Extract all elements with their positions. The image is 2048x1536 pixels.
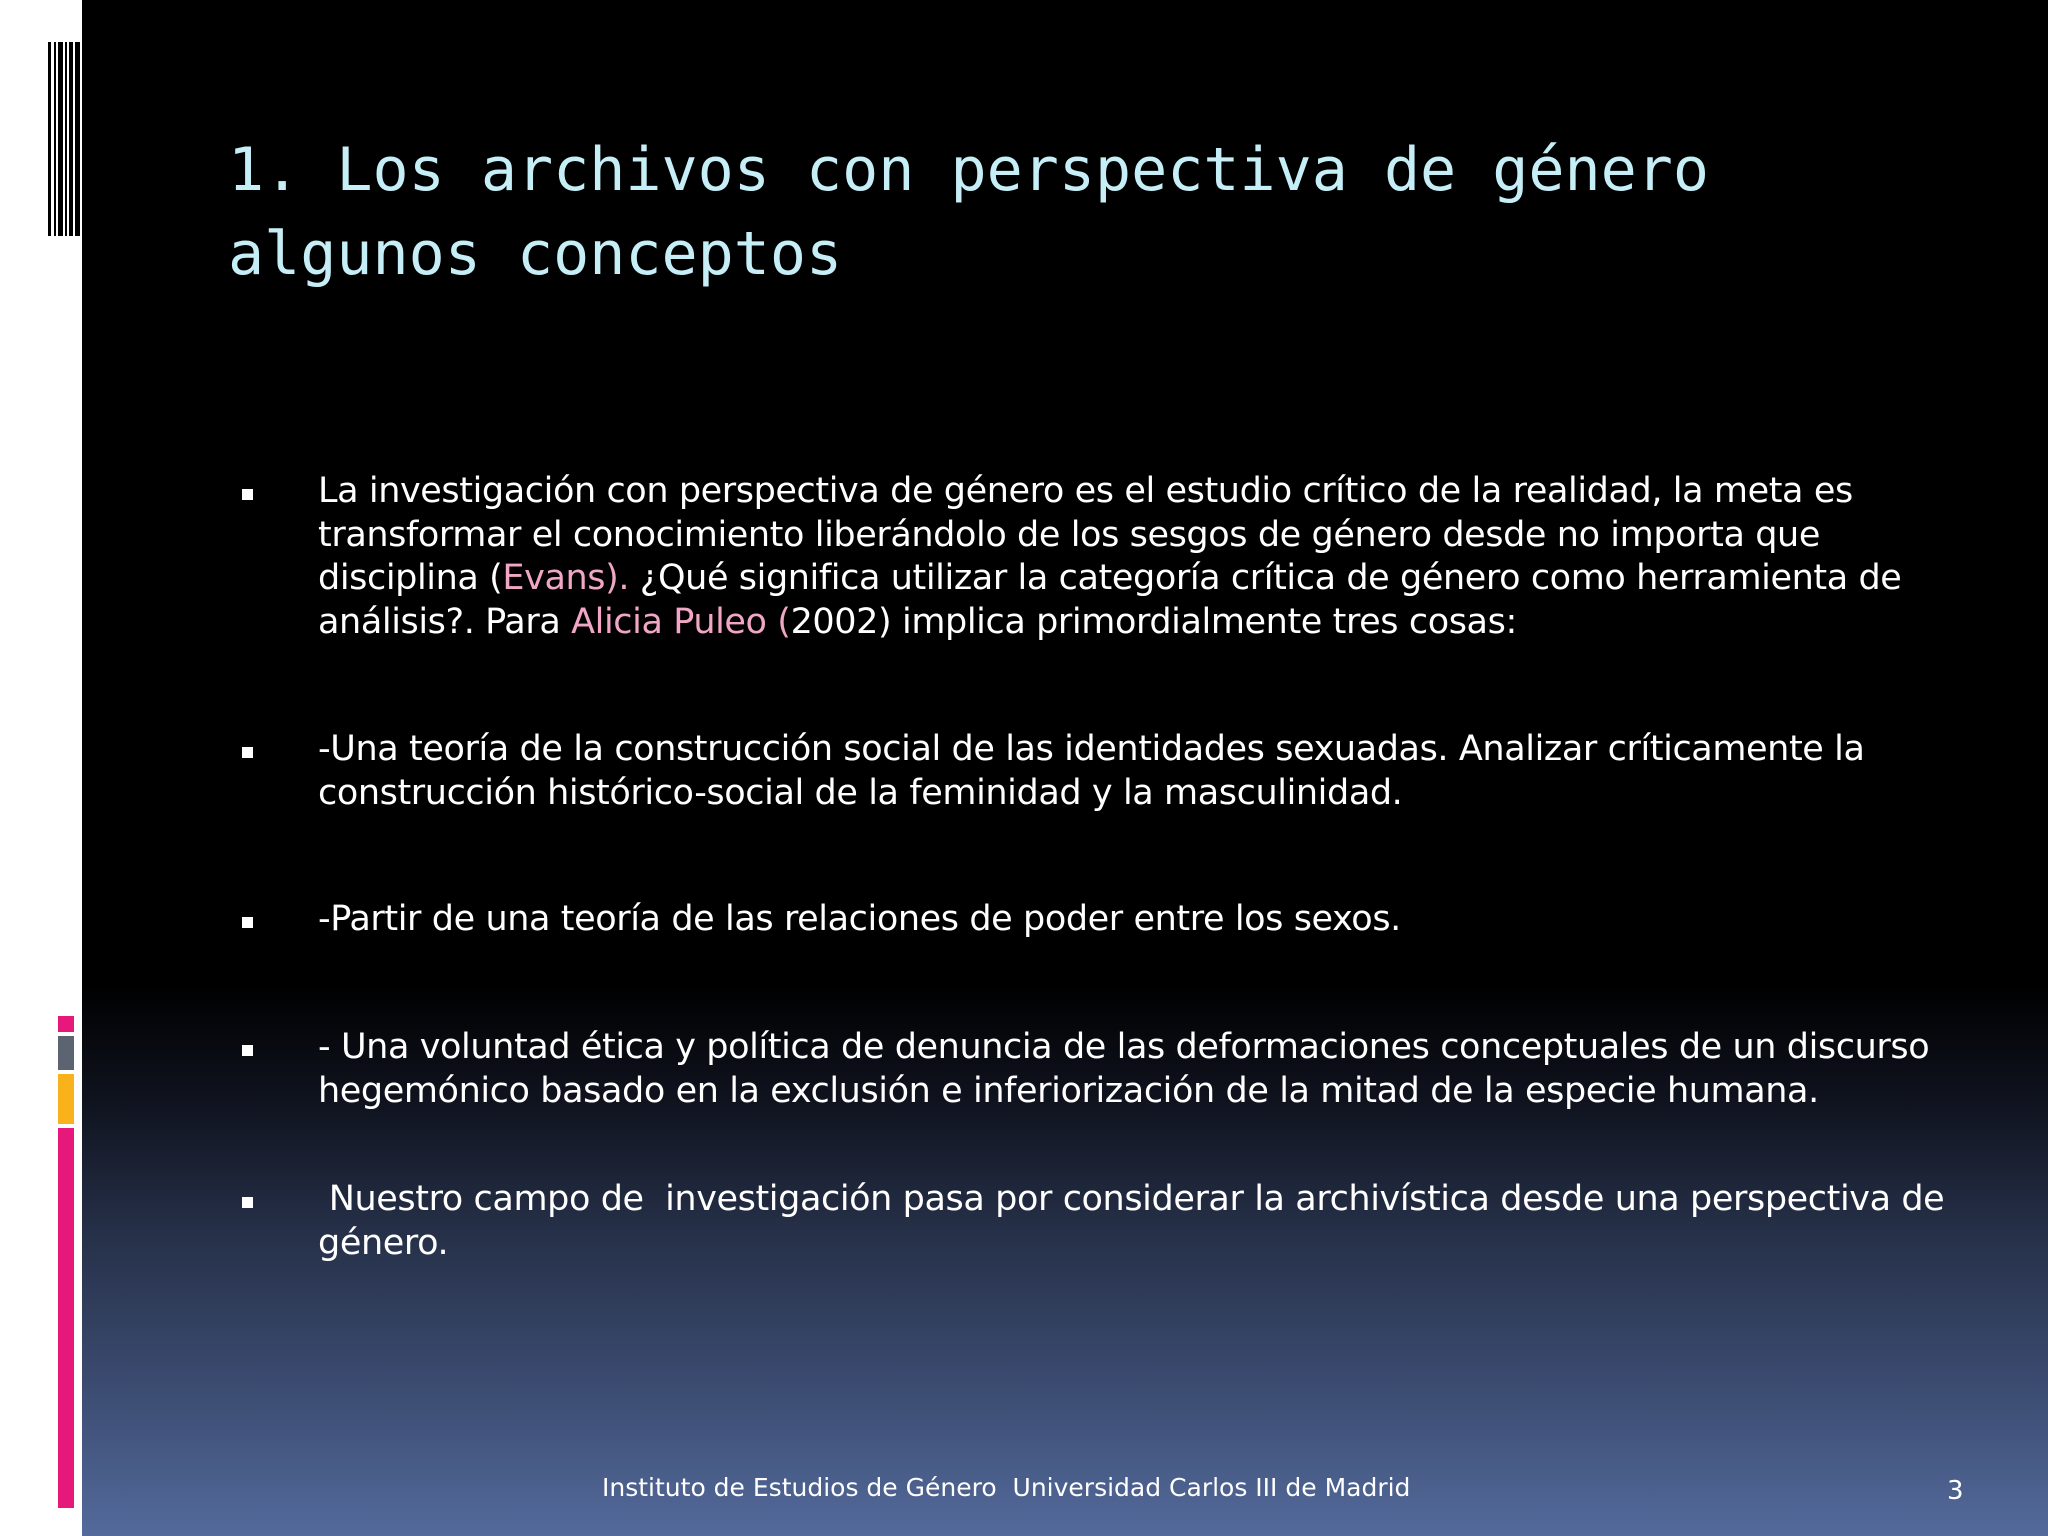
bullet-text: -Una teoría de la construcción social de las identidades sexuadas. Analizar críticamente la construcción histórico-social de la feminidad y la masculinidad. bbox=[318, 729, 1865, 813]
bullet-text bbox=[318, 470, 1988, 644]
square-bullet-icon bbox=[242, 1197, 253, 1208]
slide-footer: Instituto de Estudios de Género Universidad Carlos III de Madrid bbox=[602, 1473, 1411, 1502]
gray-accent-block bbox=[58, 1036, 74, 1070]
slide-title: 1. Los archivos con perspectiva de género algunos conceptos bbox=[228, 135, 1710, 289]
stripe-lines-decoration bbox=[48, 42, 80, 236]
citation-alicia-puleo: Alicia Puleo ( bbox=[571, 601, 791, 642]
left-decoration-strip bbox=[0, 0, 82, 1536]
slide-content bbox=[82, 0, 2048, 1536]
page-number: 3 bbox=[1947, 1476, 1964, 1506]
square-bullet-icon bbox=[242, 747, 253, 758]
bullet-text: -Partir de una teoría de las relaciones de poder entre los sexos. bbox=[318, 899, 1401, 939]
square-bullet-icon bbox=[242, 917, 253, 928]
bullet-list bbox=[82, 0, 2048, 1536]
orange-accent-block bbox=[58, 1074, 74, 1124]
bullet-segment: La investigación con perspectiva de género es el estudio crítico de la realidad, la meta es transformar el conocimiento liberándolo de los sesgos de género desde no importa que disciplina ( bbox=[318, 471, 1853, 598]
square-bullet-icon bbox=[242, 489, 253, 500]
bullet-text: Nuestro campo de investigación pasa por considerar la archivística desde una perspectiva de género. bbox=[318, 1179, 1956, 1263]
bullet-text: - Una voluntad ética y política de denuncia de las deformaciones conceptuales de un discurso hegemónico basado en la exclusión e inferiorización de la mitad de la especie humana. bbox=[318, 1027, 1930, 1111]
bullet-segment: 2002) implica primordialmente tres cosas: bbox=[790, 601, 1517, 642]
bullet-segment: ¿Qué significa utilizar la categoría crítica de género como herramienta de análisis?. Para bbox=[318, 558, 1902, 642]
pink-accent-small bbox=[58, 1016, 74, 1032]
square-bullet-icon bbox=[242, 1045, 253, 1056]
pink-accent-bar bbox=[58, 1128, 74, 1508]
citation-evans: Evans). bbox=[502, 558, 630, 598]
